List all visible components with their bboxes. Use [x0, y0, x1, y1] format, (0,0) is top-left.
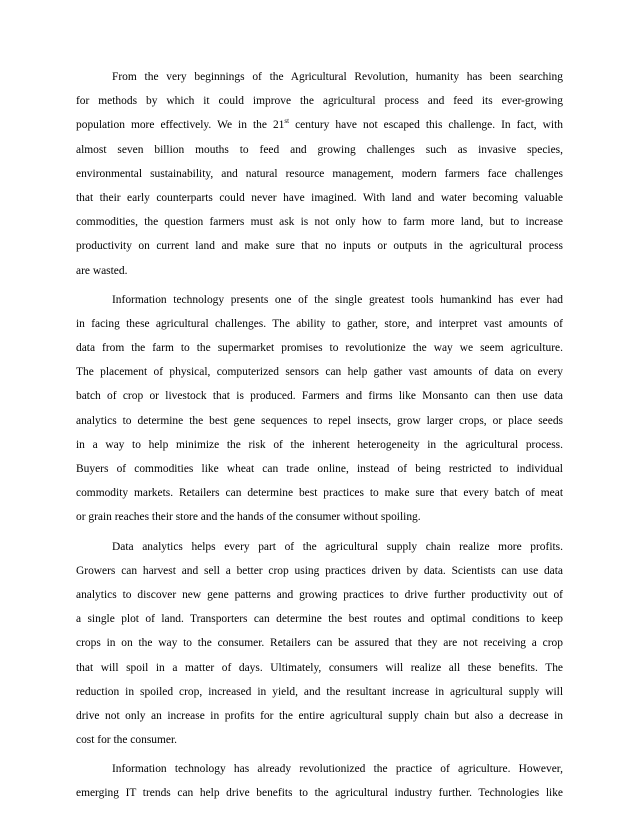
text-line: for methods by which it could improve the agricultural process and feed its ever-growing — [76, 95, 563, 108]
text-line: productivity on current land and make sure that no inputs or outputs in the agricultural process — [76, 240, 563, 253]
paragraph-3 — [76, 535, 563, 753]
text-line: environmental sustainability, and natural resource management, modern farmers face challenges — [76, 167, 563, 180]
text-line: cost for the consumer. — [76, 734, 178, 747]
text-line: analytics to discover new gene patterns and growing practices to drive further productivity out of — [76, 588, 563, 601]
text-line: or grain reaches their store and the hands of the consumer without spoiling. — [76, 511, 421, 524]
text-segment: population more effectively. We in the 21 — [76, 119, 285, 132]
text-line: drive not only an increase in profits for the entire agricultural supply chain but also a decrease in — [76, 709, 563, 722]
text-line — [76, 113, 563, 137]
text-line: Data analytics helps every part of the agricultural supply chain realize more profits. — [112, 540, 563, 553]
text-line: Information technology presents one of the single greatest tools humankind has ever had — [112, 293, 563, 306]
text-line: emerging IT trends can help drive benefits to the agricultural industry further. Technologies like — [76, 787, 563, 800]
text-line: are wasted. — [76, 264, 128, 277]
text-line: Information technology has already revolutionized the practice of agriculture. However, — [112, 763, 563, 776]
text-line: Buyers of commodities like wheat can trade online, instead of being restricted to individual — [76, 463, 563, 475]
text-line: that their early counterparts could never have imagined. With land and water becoming valuable — [76, 191, 563, 204]
paragraph-1 — [76, 65, 563, 283]
text-line: in facing these agricultural challenges. The ability to gather, store, and interpret vast amounts of — [76, 317, 563, 330]
paragraph-2 — [76, 288, 563, 530]
text-line: commodities, the question farmers must ask is not only how to farm more land, but to increase — [76, 216, 563, 229]
text-line: The placement of physical, computerized sensors can help gather vast amounts of data on every — [76, 366, 563, 379]
ordinal-superscript: st — [284, 117, 290, 126]
text-segment: century have not escaped this challenge. In fact, with — [289, 119, 564, 132]
text-line: analytics to determine the best gene sequences to repel insects, grow larger crops, or place seeds — [76, 414, 563, 427]
text-line: in a way to help minimize the risk of the inherent heterogeneity in the agricultural process. — [76, 438, 563, 451]
text-line: almost seven billion mouths to feed and growing challenges such as invasive species, — [76, 143, 563, 156]
document-body — [76, 65, 563, 811]
text-line: Growers can harvest and sell a better crop using practices driven by data. Scientists can use data — [76, 564, 563, 577]
text-line: batch of crop or livestock that is produced. Farmers and firms like Monsanto can then use data — [76, 390, 563, 403]
text-line: crops in on the way to the consumer. Retailers can be assured that they are not receiving a crop — [76, 637, 563, 650]
text-line: From the very beginnings of the Agricultural Revolution, humanity has been searching — [112, 71, 563, 83]
text-line: that will spoil in a matter of days. Ultimately, consumers will realize all these benefits. The — [76, 661, 563, 674]
text-line: reduction in spoiled crop, increased in yield, and the resultant increase in agricultural supply will — [76, 685, 563, 698]
paragraph-4 — [76, 757, 563, 805]
text-line: data from the farm to the supermarket promises to revolutionize the way we seem agriculture. — [76, 342, 563, 355]
text-line: commodity markets. Retailers can determine best practices to make sure that every batch of meat — [76, 487, 563, 500]
text-line: a single plot of land. Transporters can determine the best routes and optimal conditions to keep — [76, 613, 563, 626]
